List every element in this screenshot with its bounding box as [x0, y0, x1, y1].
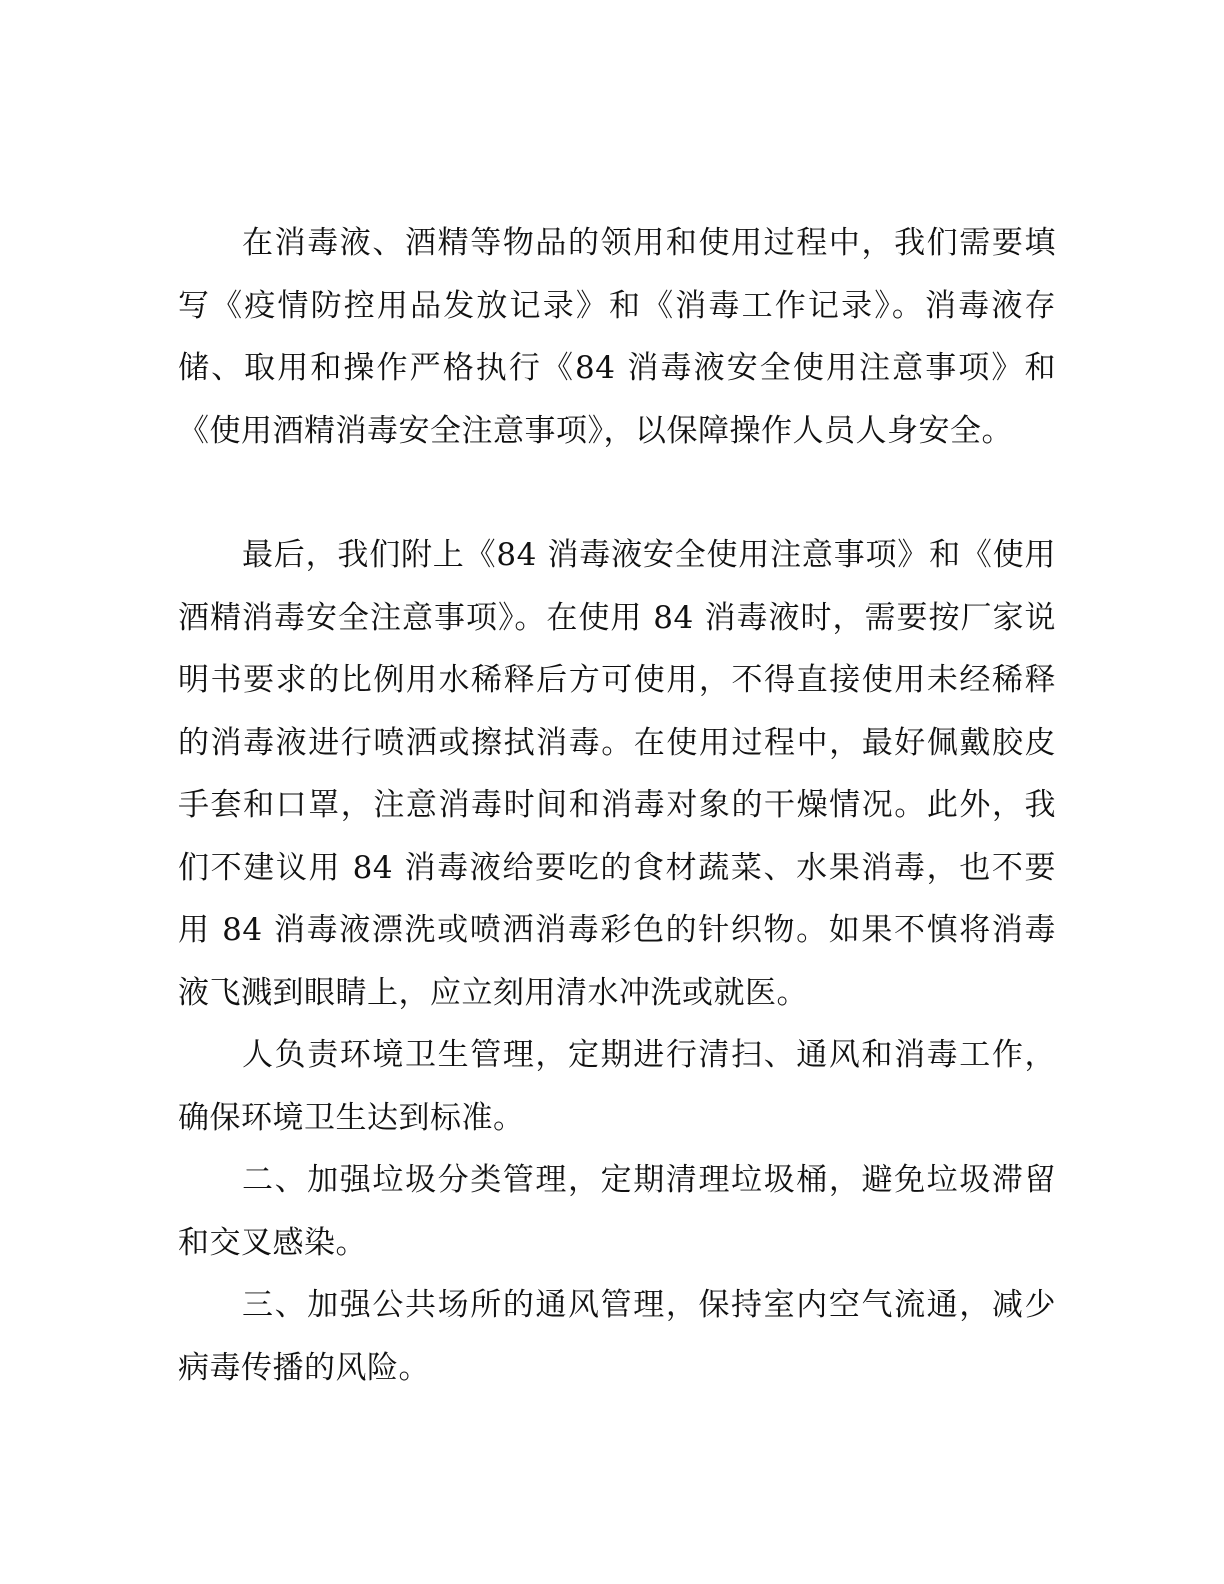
paragraph-safety-notes: 最后，我们附上《84 消毒液安全使用注意事项》和《使用酒精消毒安全注意事项》。在使用 84 消毒液时，需要按厂家说明书要求的比例用水稀释后方可使用，不得直接使用未经稀释的消毒液进行喷洒或擦拭消毒。在使用过程中，最好佩戴胶皮手套和口罩，注意消毒时间和消毒对象的干燥情况。此外，我们不建议用 84 消毒液给要吃的食材蔬菜、水果消毒，也不要用 84 消毒液漂洗或喷洒消毒彩色的针织物。如果不慎将消毒液飞溅到眼睛上，应立刻用清水冲洗或就医。: [178, 537, 1056, 1011]
paragraph-hygiene-management: 人负责环境卫生管理，定期进行清扫、通风和消毒工作，确保环境卫生达到标准。: [178, 1037, 1056, 1136]
paragraph-disinfectant-records: 在消毒液、酒精等物品的领用和使用过程中，我们需要填写《疫情防控用品发放记录》和《消毒工作记录》。消毒液存储、取用和操作严格执行《84 消毒液安全使用注意事项》和《使用酒精消毒安全注意事项》，以保障操作人员人身安全。: [178, 225, 1056, 449]
paragraph-ventilation: 三、加强公共场所的通风管理，保持室内空气流通，减少病毒传播的风险。: [178, 1287, 1056, 1386]
document-body: [178, 212, 1056, 1399]
paragraph-waste-sorting: 二、加强垃圾分类管理，定期清理垃圾桶，避免垃圾滞留和交叉感染。: [178, 1162, 1056, 1261]
